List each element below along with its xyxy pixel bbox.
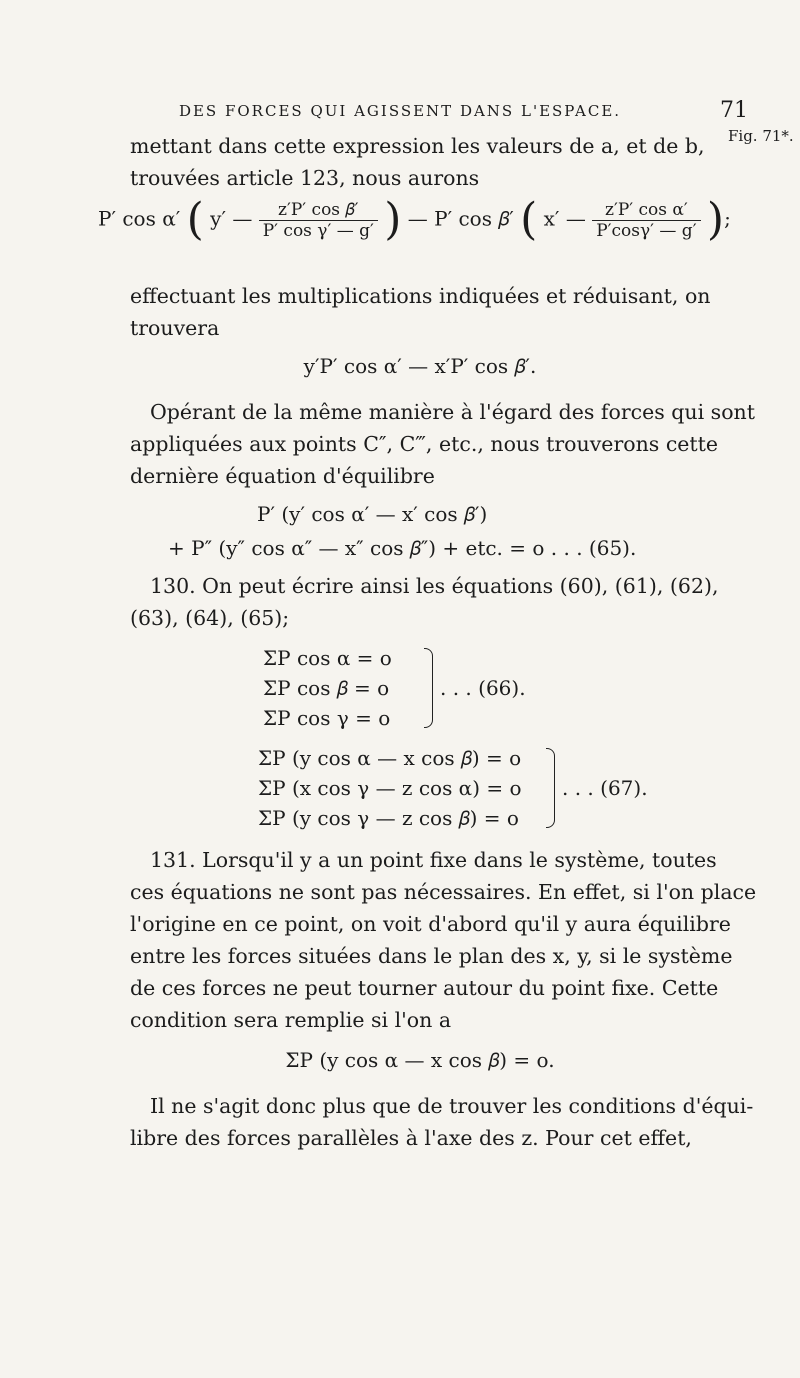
- formula-result: y′P′ cos α′ — x′P′ cos 𝛽′.: [303, 354, 537, 378]
- equation-label: . . . (67).: [562, 776, 648, 800]
- curly-brace: [424, 648, 433, 728]
- paragraph-line: trouvera: [130, 316, 220, 340]
- paragraph-line: entre les forces situées dans le plan des x, y, si le système: [130, 944, 733, 968]
- system-equation: ΣP (y cos γ — z cos 𝛽) = o: [258, 806, 519, 830]
- system-equation: ΣP cos α = o: [263, 646, 392, 670]
- figure-margin-note: Fig. 71*.: [728, 127, 794, 145]
- paragraph-line: 131. Lorsqu'il y a un point fixe dans le système, toutes: [150, 848, 717, 872]
- system-equation: ΣP (y cos α — x cos 𝛽) = o: [258, 746, 522, 770]
- formula-left-coef: P′ cos α′: [98, 206, 181, 231]
- system-equation: ΣP cos γ = o: [263, 706, 391, 730]
- paragraph-line: mettant dans cette expression les valeurs de a, et de b,: [130, 134, 705, 158]
- formula-left-var: y′ —: [210, 206, 253, 231]
- formula-right-var: x′ —: [543, 206, 586, 231]
- formula-middle: — P′ cos 𝛽′: [407, 206, 514, 231]
- fraction-numerator: z′P′ cos 𝛽′: [259, 200, 378, 221]
- fraction-denominator: P′cosγ′ — g′: [596, 220, 697, 241]
- close-paren: ): [384, 194, 402, 245]
- open-paren: (: [186, 194, 204, 245]
- paragraph-line: Il ne s'agit donc plus que de trouver les conditions d'équi-: [150, 1094, 754, 1118]
- paragraph-line: l'origine en ce point, on voit d'abord qu'il y aura équilibre: [130, 912, 731, 936]
- equation-label: . . . (66).: [440, 676, 526, 700]
- open-paren: (: [520, 194, 538, 245]
- fraction-numerator: z′P′ cos α′: [592, 200, 700, 221]
- fraction: [592, 200, 700, 241]
- paragraph-line: (63), (64), (65);: [130, 606, 290, 630]
- paragraph-line: appliquées aux points C″, C‴, etc., nous trouverons cette: [130, 432, 719, 456]
- paragraph-line: trouvées article 123, nous aurons: [130, 166, 480, 190]
- paragraph-line: dernière équation d'équilibre: [130, 464, 435, 488]
- paragraph-line: 130. On peut écrire ainsi les équations (60), (61), (62),: [150, 574, 719, 598]
- fraction: [259, 200, 378, 241]
- paragraph-line: effectuant les multiplications indiquées et réduisant, on: [130, 284, 711, 308]
- formula-expression: [98, 194, 731, 245]
- formula-end: ;: [724, 206, 731, 231]
- curly-brace: [546, 748, 555, 828]
- running-header: DES FORCES QUI AGISSENT DANS L'ESPACE.: [178, 102, 622, 120]
- condition-formula: ΣP (y cos α — x cos 𝛽) = o.: [285, 1048, 555, 1072]
- paragraph-line: ces équations ne sont pas nécessaires. En effet, si l'on place: [130, 880, 757, 904]
- system-equation: ΣP cos 𝛽 = o: [263, 676, 390, 700]
- page-number: 71: [720, 98, 748, 123]
- paragraph-line: de ces forces ne peut tourner autour du point fixe. Cette: [130, 976, 719, 1000]
- paragraph-line: Opérant de la même manière à l'égard des forces qui sont: [150, 400, 755, 424]
- close-paren: ): [706, 194, 725, 245]
- system-equation: ΣP (x cos γ — z cos α) = o: [258, 776, 522, 800]
- fraction-denominator: P′ cos γ′ — g′: [262, 220, 374, 241]
- paragraph-line: libre des forces parallèles à l'axe des z. Pour cet effet,: [130, 1126, 692, 1150]
- equilibrium-formula-line: P′ (y′ cos α′ — x′ cos 𝛽′): [257, 502, 488, 526]
- paragraph-line: condition sera remplie si l'on a: [130, 1008, 452, 1032]
- equilibrium-formula-line: + P″ (y″ cos α″ — x″ cos 𝛽″) + etc. = o . . . (65).: [168, 536, 637, 560]
